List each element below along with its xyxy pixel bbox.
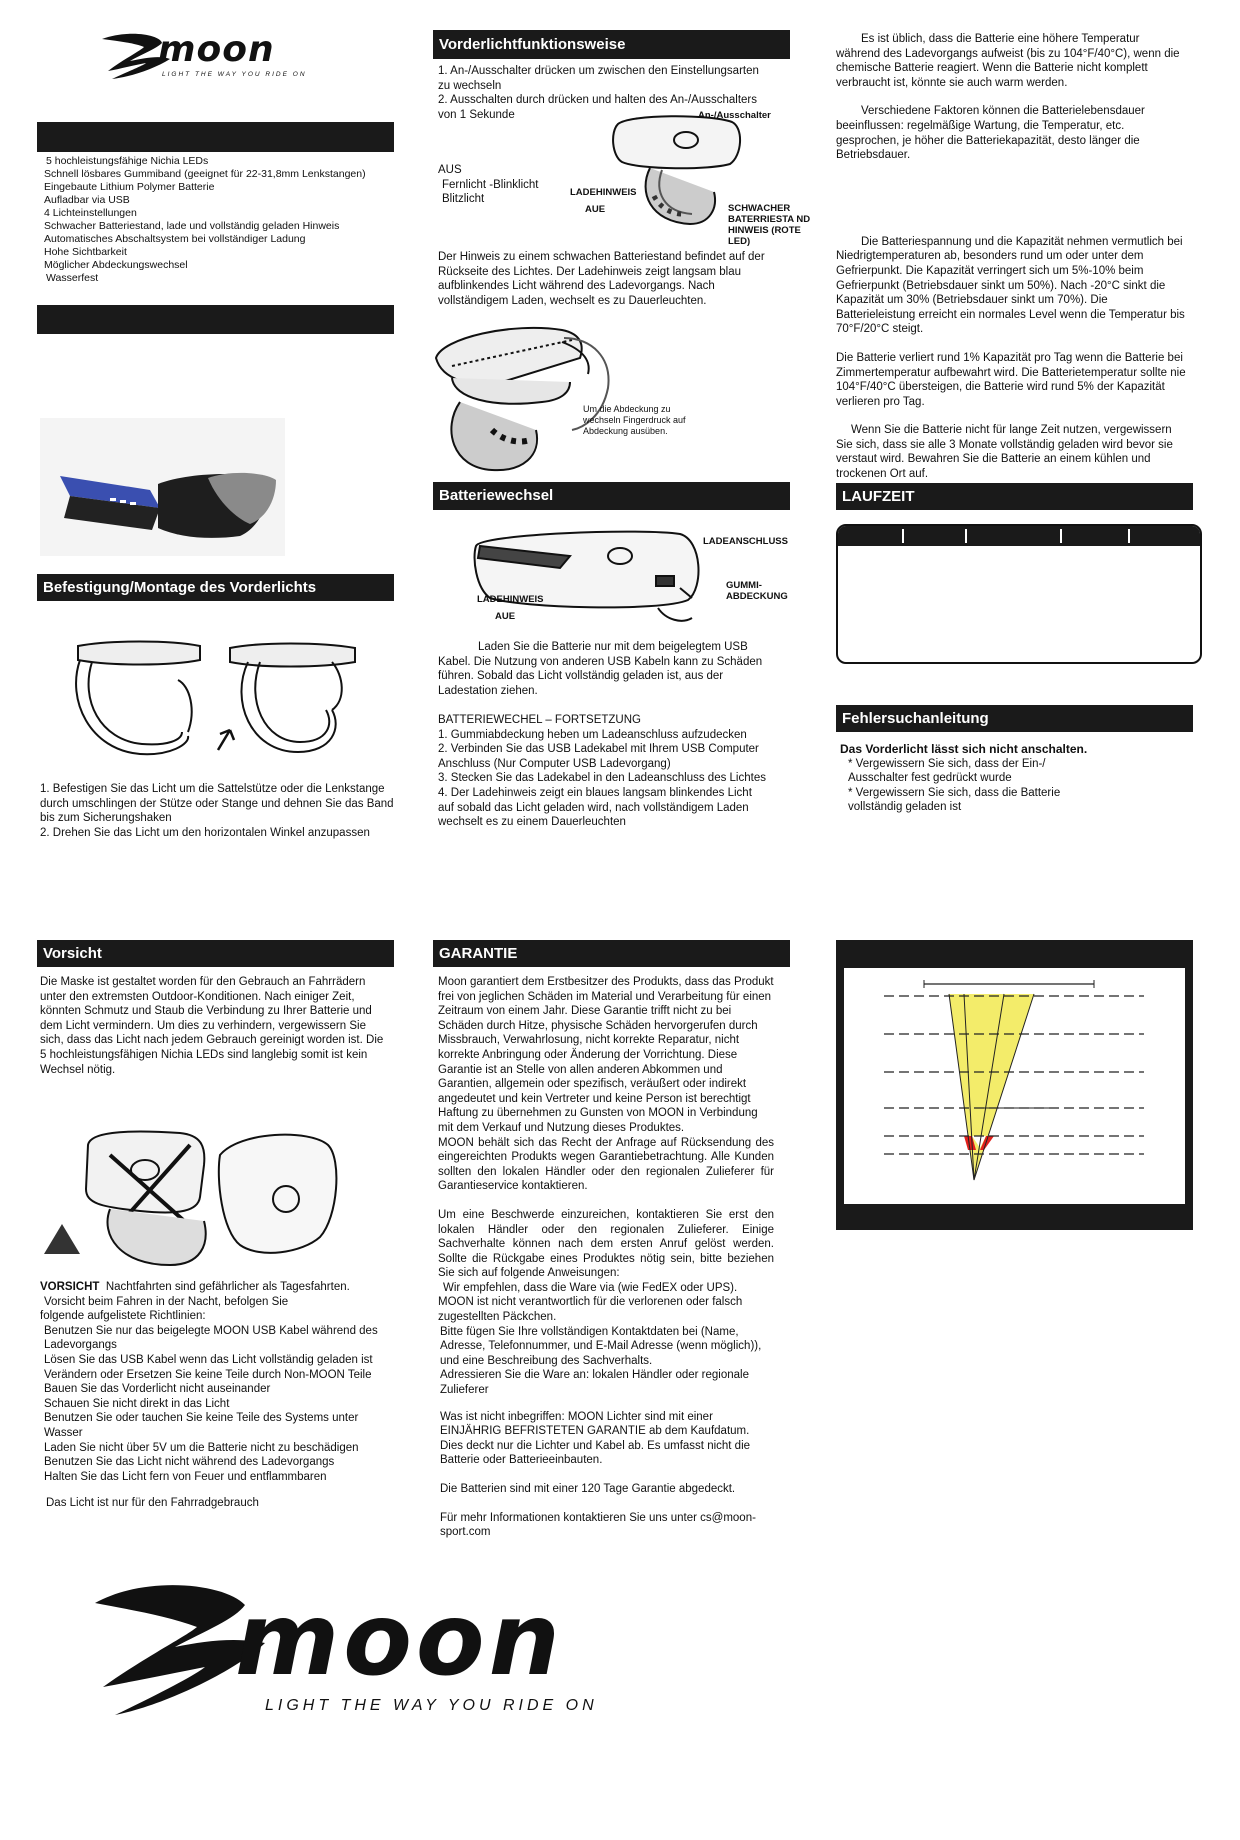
feature-item: Aufladbar via USB	[44, 194, 130, 206]
battery-steps	[438, 713, 768, 830]
function-step: 2. Ausschalten durch drücken und halten des An-/Ausschalters von 1 Sekunde	[438, 94, 758, 121]
battery-info-para: Die Batteriespannung und die Kapazität nehmen vermutlich bei Niedrigtemperaturen ab, besonders rund um oder unter dem Gefrierpunkt. Die Kapazität verringert sich um 5%-10% beim Gefrierpunkt (Betriebsdauer sinkt um 50%). Nach -20°C sinkt die Kapazität um 30% (Betriebsdauer sinkt um 70%). Die Batterieleistung erreicht ein normales Level wenn die Temperatur bis 70°F/20°C steigt.	[836, 235, 1185, 336]
trouble-problem: Das Vorderlicht lässt sich nicht anschalten.	[840, 742, 1088, 756]
trouble-check: * Vergewissern Sie sich, dass der Ein-/ Ausschalter fest gedrückt wurde	[848, 757, 1046, 785]
feature-item: Schwacher Batteriestand, lade und vollständig geladen Hinweis	[44, 220, 340, 232]
warranty-para: Adressieren Sie die Ware an: lokalen Händler oder regionale Zulieferer	[440, 1369, 749, 1397]
label-rubber-cover: GUMMI-ABDECKUNG	[726, 580, 788, 602]
warning-triangle-icon	[42, 1222, 82, 1256]
feature-item: Eingebaute Lithium Polymer Batterie	[44, 181, 215, 193]
feature-item: Automatisches Abschaltsystem bei vollständiger Ladung	[44, 233, 306, 245]
brand-logo-large	[85, 1575, 725, 1725]
mode-item: Fernlicht -Blinklicht	[442, 178, 539, 191]
label-low-battery: SCHWACHER BATERRIESTA ND HINWEIS (ROTE LED)	[728, 203, 811, 247]
runtime-header: LAUFZEIT	[836, 483, 1193, 510]
caution-rule: Benutzen Sie nur das beigelegte MOON USB Kabel während des Ladevorgangs	[44, 1324, 378, 1352]
cover-swap-illustration	[432, 318, 622, 473]
label-switch: An-/Ausschalter	[698, 110, 771, 121]
caution-text: Die Maske ist gestaltet worden für den Gebrauch an Fahrrädern unter den extremsten Outdoor-Konditionen. Nach einiger Zeit, könnten Schmutz und Staub die Verbindung zu Ihrer Batterie und dem Licht vermindern. Um dies zu verhindern, vergewissern Sie sich, dass das Licht nach jedem Gebrauch gereinigt worden ist. Die 5 hochleistungsfähigen Nichia LEDs sind langlebig somit ist kein Wechsel nötig.	[40, 976, 384, 1076]
label-battery-charge: LADEHINWEIS	[477, 594, 544, 605]
warranty-para: Wir empfehlen, dass die Ware via (wie FedEX oder UPS).	[443, 1281, 738, 1294]
battery-step: 1. Gummiabdeckung heben um Ladeanschluss aufzudecken	[438, 728, 747, 741]
caution-warn-line: Vorsicht beim Fahren in der Nacht, befolgen Sie	[44, 1295, 289, 1308]
caution-rule: Verändern oder Ersetzen Sie keine Teile durch Non-MOON Teile	[44, 1368, 372, 1381]
mount-header: Befestigung/Montage des Vorderlichts	[37, 574, 394, 601]
cover-caption: Um die Abdeckung zu wechseln Fingerdruck auf Abdeckung ausüben.	[583, 404, 686, 436]
mode-item: AUS	[438, 164, 462, 176]
caution-rule: Laden Sie nicht über 5V um die Batterie nicht zu beschädigen	[44, 1441, 359, 1454]
battery-info-para: Die Batterie verliert rund 1% Kapazität pro Tag wenn die Batterie bei Zimmertemperatur aufbewahrt wird. Die Batterietemperatur sollte nie 104°F/40°C übersteigen, die Batterie wird rund 5% der Kapazität verlieren pro Tag.	[836, 351, 1186, 408]
features-list	[40, 155, 390, 285]
caution-warn-line: folgende aufgelistete Richtlinien:	[40, 1310, 206, 1323]
warranty-para: MOON ist nicht verantwortlich für die verlorenen oder falsch zugestellten Päckchen.	[438, 1296, 743, 1324]
caution-rule: Bauen Sie das Vorderlicht nicht auseinander	[44, 1383, 271, 1396]
warranty-para: Was ist nicht inbegriffen: MOON Lichter sind mit einer EINJÄHRIG BEFRISTETEN GARANTIE ab dem Kaufdatum. Dies deckt nur die Lichter und Kabel ab. Es umfasst nicht die Batterie oder Batterieeinbauten.	[440, 1410, 751, 1467]
mount-steps	[40, 782, 400, 840]
warranty-para: Für mehr Informationen kontaktieren Sie uns unter cs@moon-sport.com	[440, 1511, 756, 1539]
caution-rule: Halten Sie das Licht fern von Feuer und entflammbaren	[44, 1470, 327, 1483]
mount-illustration	[70, 640, 370, 765]
feature-item: 4 Lichteinstellungen	[44, 207, 137, 219]
function-header: Vorderlichtfunktionsweise	[433, 30, 790, 59]
runtime-table	[836, 524, 1202, 664]
battery-intro	[438, 640, 768, 698]
battery-info-para: Es ist üblich, dass die Batterie eine höhere Temperatur während des Ladevorgangs aufweist (bis zu 104°F/40°C), wenn die chemische Batterie reagiert. Wenn die Batterie nicht komplett verbraucht ist, könnte sie auch warm werden.	[836, 33, 1180, 89]
caution-rule: Benutzen Sie das Licht nicht während des Ladevorgangs	[44, 1456, 335, 1469]
caution-rule: Lösen Sie das USB Kabel wenn das Licht vollständig geladen ist	[44, 1353, 373, 1366]
label-charging-port: LADEANSCHLUSS	[703, 536, 788, 547]
features-header-bar	[37, 122, 394, 152]
function-step: 1. An-/Ausschalter drücken um zwischen den Einstellungsarten zu wechseln	[438, 65, 759, 92]
trouble-header: Fehlersuchanleitung	[836, 705, 1193, 732]
brand-tagline: LIGHT THE WAY YOU RIDE ON	[162, 71, 307, 78]
warranty-para: Moon garantiert dem Erstbesitzer des Produkts, dass das Produkt frei von jeglichen Schäden im Material und Verarbeitung für einen Zeitraum von einem Jahr. Diese Garantie trifft nicht zu bei Schäden durch Hitze, physische Schäden hervorgerufen durch Missbrauch, Verwahrlosung, nicht korrekte Reparatur, nicht korrekte Anbringung oder Änderung der Vorrichtung. Diese Garantie ist an Stelle von allen anderen Abkommen und Garantien, allgemein oder spezifisch, veräußert oder indirekt angedeutet und kein Vertreter und keine Person ist berechtigt Haftung zu übernehmen zu Gunsten von MOON in Verbindung mit dem Verkauf und Nutzung dieses Produktes.	[438, 976, 774, 1134]
brand-large-tagline: LIGHT THE WAY YOU RIDE ON	[265, 1697, 598, 1714]
battery-info-para: Verschiedene Faktoren können die Batterielebensdauer beeinflussen: regelmäßige Wartung, die Temperatur, etc. gesprochen, je höher die Batteriekapazität, desto länger die Betriebsdauer.	[836, 105, 1145, 162]
runtime-table-header	[838, 526, 1200, 546]
brand-logo-text: moon	[158, 29, 275, 70]
mode-item: Blitzlicht	[442, 193, 485, 206]
battery-step: 2. Verbinden Sie das USB Ladekabel mit Ihrem USB Computer Anschluss (Nur Computer USB Ladevorgang)	[438, 743, 759, 770]
specs-header-bar	[37, 305, 394, 334]
warranty-para: Bitte fügen Sie Ihre vollständigen Kontaktdaten bei (Name, Adresse, Telefonnummer, und E-Mail Adresse (wenn möglich)), und eine Beschreibung des Sachverhalts.	[440, 1325, 762, 1367]
trouble-check: * Vergewissern Sie sich, dass die Batterie vollständig geladen ist	[848, 786, 1061, 814]
caution-warnings	[40, 1280, 395, 1511]
mount-step: 2. Drehen Sie das Licht um den horizontalen Winkel anzupassen	[40, 826, 370, 839]
warranty-header: GARANTIE	[433, 940, 790, 967]
feature-item: Hohe Sichtbarkeit	[44, 246, 127, 258]
battery-info	[836, 32, 1186, 482]
mount-step: 1. Befestigen Sie das Licht um die Sattelstütze oder die Lenkstange durch umschlingen der Stütze oder Stange und dehnen Sie das Band bis zum Sicherungshaken	[40, 783, 394, 825]
label-off: AUE	[585, 204, 606, 215]
label-battery-off: AUE	[495, 611, 516, 622]
warranty-text	[438, 975, 774, 1540]
battery-header: Batteriewechsel	[433, 482, 790, 510]
warranty-para: MOON behält sich das Recht der Anfrage auf Rücksendung des eingereichten Produkts wegen Garantiebetrachtung. Alle Kunden sollten den lokalen Händler oder den regionalen Zulieferer für Garantieservice kontaktieren.	[438, 1136, 774, 1193]
battery-intro-text: Laden Sie die Batterie nur mit dem beigelegtem USB Kabel. Die Nutzung von anderen USB Kabeln kann zu Schäden führen. Sobald das Licht vollständig geladen ist, aus der Ladestation ziehen.	[438, 641, 763, 697]
caution-header: Vorsicht	[37, 940, 394, 967]
trouble-text	[840, 742, 1190, 815]
caution-rule: Benutzen Sie oder tauchen Sie keine Teile des Systems unter Wasser	[44, 1412, 359, 1439]
caution-final: Das Licht ist nur für den Fahrradgebrauch	[46, 1497, 259, 1510]
feature-item: 5 hochleistungsfähige Nichia LEDs	[46, 155, 209, 167]
brand-logo-large-text: moon	[235, 1581, 564, 1698]
brand-logo-small	[100, 25, 310, 85]
battery-info-para: Wenn Sie die Batterie nicht für lange Zeit nutzen, vergewissern Sie sich, dass sie alle 3 Monate vollständig geladen wird bevor sie verstaut wird. Bewahren Sie die Batterie an einem kühlen und trockenen Ort auf.	[836, 424, 1173, 481]
cover-change-illustration	[80, 1125, 380, 1275]
battery-step: 3. Stecken Sie das Ladekabel in den Ladeanschluss des Lichtes	[438, 772, 766, 785]
feature-item: Schnell lösbares Gummiband (geeignet für 22-31,8mm Lenkstangen)	[44, 168, 366, 180]
product-photo	[40, 418, 285, 556]
caution-warn-head: VORSICHT	[40, 1281, 100, 1293]
feature-item: Möglicher Abdeckungswechsel	[44, 259, 188, 271]
battery-step: 4. Der Ladehinweis zeigt ein blaues langsam blinkendes Licht auf sobald das Licht geladen wird, nach vollständigem Laden wechselt es zu einem Dauerleuchten	[438, 786, 752, 829]
label-charge-indicator: LADEHINWEIS	[570, 187, 637, 198]
beam-pattern-panel	[836, 940, 1193, 1230]
function-note: Der Hinweis zu einem schwachen Batteriestand befindet auf der Rückseite des Lichtes. Der Ladehinweis zeigt langsam blau aufblinkendes Licht während des Ladevorgangs. Nach vollständigem Laden, wechselt es zu Dauerleuchten.	[438, 251, 765, 307]
beam-pattern-diagram	[844, 968, 1185, 1204]
battery-cont-title: BATTERIEWECHEL – FORTSETZUNG	[438, 714, 641, 726]
function-modes	[438, 163, 598, 207]
warranty-para: Die Batterien sind mit einer 120 Tage Garantie abgedeckt.	[440, 1483, 736, 1495]
caution-rule: Schauen Sie nicht direkt in das Licht	[44, 1397, 230, 1410]
feature-item: Wasserfest	[46, 272, 99, 284]
warranty-para: Um eine Beschwerde einzureichen, kontaktieren Sie erst den lokalen Händler oder den regionalen Zulieferer. Einige Sachverhalte können nach dem ersten Anruf gelöst werden. Sollte die Rückgabe eines Produktes nötig sein, bitte beziehen Sie sich auf folgende Anweisungen:	[438, 1208, 774, 1280]
caution-warn-intro: Nachtfahrten sind gefährlicher als Tagesfahrten.	[105, 1281, 350, 1293]
